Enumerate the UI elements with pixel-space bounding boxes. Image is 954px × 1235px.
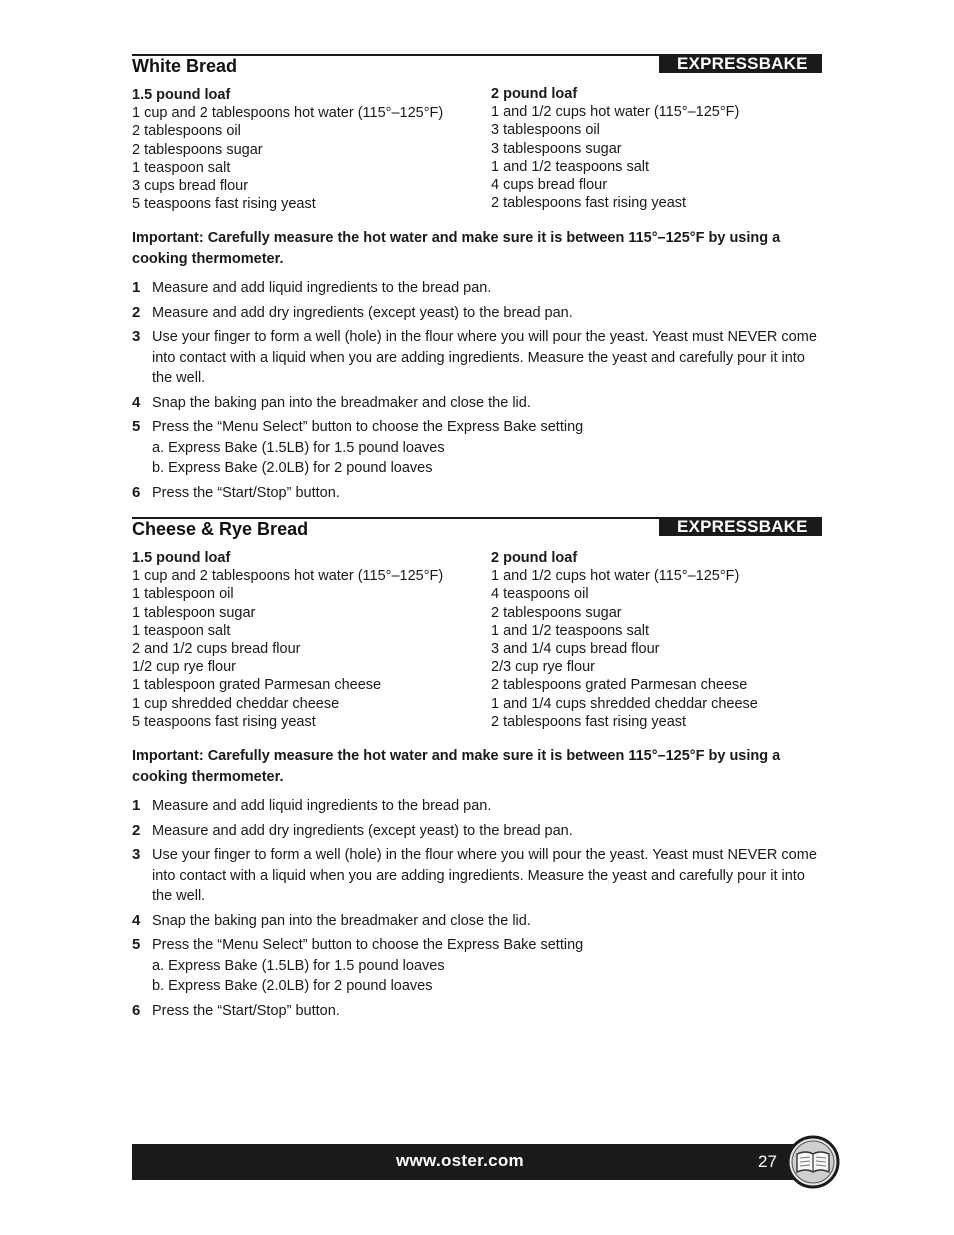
ingredient-item: 1 teaspoon salt bbox=[132, 159, 231, 176]
setting-badge: EXPRESSBAKE bbox=[659, 55, 822, 73]
ingredient-item: 2 tablespoons oil bbox=[132, 123, 241, 140]
step-subitem: b. Express Bake (2.0LB) for 2 pound loaves bbox=[152, 978, 433, 994]
ingredient-item: 2 tablespoons fast rising yeast bbox=[491, 713, 687, 730]
page-footer bbox=[132, 1144, 822, 1180]
ingredient-item: 1/2 cup rye flour bbox=[132, 659, 236, 676]
ingredient-item: 2/3 cup rye flour bbox=[491, 659, 595, 676]
ingredients-1-5-pound bbox=[132, 86, 482, 213]
step-number: 3 bbox=[132, 846, 141, 863]
important-note: Important: Carefully measure the hot water and make sure it is between 115°–125°F by using a cooking thermometer. bbox=[132, 748, 781, 785]
ingredient-item: 3 tablespoons oil bbox=[491, 122, 600, 139]
loaf-size-heading: 1.5 pound loaf bbox=[132, 550, 231, 566]
ingredient-item: 2 and 1/2 cups bread flour bbox=[132, 641, 301, 658]
step-number: 6 bbox=[132, 1001, 141, 1019]
ingredient-item: 5 teaspoons fast rising yeast bbox=[132, 196, 316, 213]
recipe-title: White Bread bbox=[132, 56, 238, 76]
step-item bbox=[132, 417, 822, 479]
step-number: 5 bbox=[132, 418, 141, 435]
step-text: Press the “Menu Select” button to choose the Express Bake setting bbox=[152, 937, 584, 953]
loaf-size-heading: 1.5 pound loaf bbox=[132, 87, 231, 103]
step-number: 1 bbox=[132, 279, 141, 296]
step-text: Use your finger to form a well (hole) in the flour where you will pour the yeast. Yeast must NEVER come into contact with a liquid when you are adding ingredients. Measure the yeast and carefully pour it into the well. bbox=[152, 329, 817, 386]
step-number: 4 bbox=[132, 911, 141, 929]
book-icon bbox=[786, 1135, 840, 1189]
page-number: 27 bbox=[758, 1152, 777, 1171]
step-text: Measure and add liquid ingredients to the bread pan. bbox=[152, 798, 492, 814]
step-number: 3 bbox=[132, 328, 141, 345]
step-item bbox=[132, 796, 822, 817]
step-text: Snap the baking pan into the breadmaker and close the lid. bbox=[152, 912, 531, 929]
step-text: Press the “Menu Select” button to choose the Express Bake setting bbox=[152, 419, 584, 435]
ingredient-item: 1 cup and 2 tablespoons hot water (115°–125°F) bbox=[132, 105, 444, 122]
ingredients-1-5-pound bbox=[132, 549, 482, 731]
ingredient-item: 1 and 1/2 cups hot water (115°–125°F) bbox=[491, 104, 740, 121]
ingredient-item: 1 tablespoon sugar bbox=[132, 604, 256, 621]
step-text: Measure and add liquid ingredients to the bread pan. bbox=[152, 280, 492, 296]
ingredient-item: 2 tablespoons fast rising yeast bbox=[491, 195, 687, 212]
ingredient-item: 2 tablespoons sugar bbox=[132, 141, 263, 158]
step-item bbox=[132, 393, 822, 414]
loaf-size-heading: 2 pound loaf bbox=[491, 86, 578, 102]
step-number: 5 bbox=[132, 936, 141, 953]
step-number: 4 bbox=[132, 393, 141, 411]
ingredient-item: 1 tablespoon oil bbox=[132, 586, 234, 603]
step-item bbox=[132, 935, 822, 997]
setting-badge: EXPRESSBAKE bbox=[659, 518, 822, 536]
ingredient-item: 5 teaspoons fast rising yeast bbox=[132, 713, 316, 730]
step-number: 2 bbox=[132, 821, 141, 839]
recipe-title: Cheese & Rye Bread bbox=[132, 519, 309, 539]
website-link[interactable]: www.oster.com bbox=[396, 1151, 524, 1170]
step-text: Measure and add dry ingredients (except yeast) to the bread pan. bbox=[152, 304, 573, 321]
step-item bbox=[132, 845, 822, 907]
step-item bbox=[132, 1001, 822, 1022]
step-text: Press the “Start/Stop” button. bbox=[152, 484, 340, 501]
ingredients-2-pound bbox=[491, 85, 822, 212]
loaf-size-heading: 2 pound loaf bbox=[491, 550, 578, 566]
step-text: Snap the baking pan into the breadmaker and close the lid. bbox=[152, 394, 531, 411]
ingredient-item: 1 teaspoon salt bbox=[132, 622, 231, 639]
ingredients-2-pound bbox=[491, 549, 822, 731]
step-number: 1 bbox=[132, 797, 141, 814]
ingredient-item: 4 teaspoons oil bbox=[491, 586, 589, 603]
step-item bbox=[132, 327, 822, 389]
instruction-steps bbox=[132, 796, 822, 1025]
ingredient-item: 1 and 1/2 cups hot water (115°–125°F) bbox=[491, 568, 740, 585]
step-text: Measure and add dry ingredients (except yeast) to the bread pan. bbox=[152, 822, 573, 839]
step-item bbox=[132, 483, 822, 504]
step-item bbox=[132, 821, 822, 842]
ingredient-item: 3 cups bread flour bbox=[132, 178, 249, 195]
step-item bbox=[132, 911, 822, 932]
instruction-steps bbox=[132, 278, 822, 507]
ingredient-item: 3 and 1/4 cups bread flour bbox=[491, 641, 660, 658]
ingredient-item: 1 and 1/4 cups shredded cheddar cheese bbox=[491, 695, 758, 712]
ingredient-item: 2 tablespoons grated Parmesan cheese bbox=[491, 677, 748, 694]
step-subitem: a. Express Bake (1.5LB) for 1.5 pound loaves bbox=[152, 439, 445, 456]
step-subitem: a. Express Bake (1.5LB) for 1.5 pound loaves bbox=[152, 957, 445, 974]
step-item bbox=[132, 303, 822, 324]
step-number: 6 bbox=[132, 483, 141, 501]
ingredient-item: 3 tablespoons sugar bbox=[491, 140, 622, 157]
important-note: Important: Carefully measure the hot water and make sure it is between 115°–125°F by using a cooking thermometer. bbox=[132, 230, 781, 267]
ingredient-item: 1 and 1/2 teaspoons salt bbox=[491, 622, 650, 639]
ingredient-item: 1 tablespoon grated Parmesan cheese bbox=[132, 677, 382, 694]
ingredient-item: 1 cup and 2 tablespoons hot water (115°–125°F) bbox=[132, 568, 444, 585]
ingredient-item: 4 cups bread flour bbox=[491, 177, 608, 194]
step-number: 2 bbox=[132, 303, 141, 321]
ingredient-item: 1 cup shredded cheddar cheese bbox=[132, 695, 340, 712]
step-text: Press the “Start/Stop” button. bbox=[152, 1002, 340, 1019]
step-text: Use your finger to form a well (hole) in the flour where you will pour the yeast. Yeast must NEVER come into contact with a liquid when you are adding ingredients. Measure the yeast and carefully pour it into the well. bbox=[152, 847, 817, 904]
step-subitem: b. Express Bake (2.0LB) for 2 pound loaves bbox=[152, 460, 433, 476]
ingredient-item: 1 and 1/2 teaspoons salt bbox=[491, 158, 650, 175]
step-item bbox=[132, 278, 822, 299]
ingredient-item: 2 tablespoons sugar bbox=[491, 604, 622, 621]
